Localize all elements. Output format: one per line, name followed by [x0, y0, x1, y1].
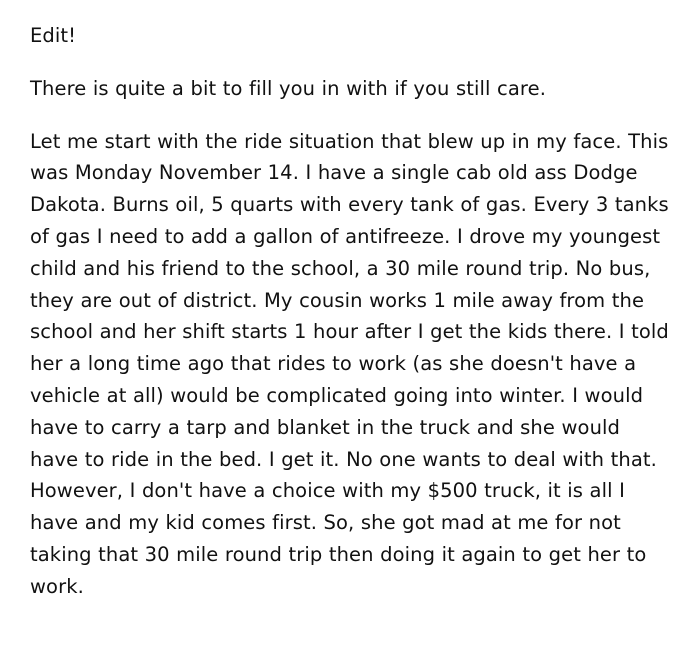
paragraph-ride-situation: Let me start with the ride situation that blew up in my face. This was Monday November 14. I have a single cab old ass Dodge Dakota. Burns oil, 5 quarts with every tank of gas. Every 3 tanks of gas I need to add a gallon of antifreeze. I drove my youngest child and his friend to the school, a 30 mile round trip. No bus, they are out of district. My cousin works 1 mile away from the school and her shift starts 1 hour after I get the kids there. I told her a long time ago that rides to work (as she doesn't have a vehicle at all) would be complicated going into winter. I would have to carry a tarp and blanket in the truck and she would have to ride in the bed. I get it. No one wants to deal with that. However, I don't have a choice with my $500 truck, it is all I have and my kid comes first. So, she got mad at me for not taking that 30 mile round trip then doing it again to get her to work.	[30, 129, 676, 598]
paragraph-intro: There is quite a bit to fill you in with if you still care.	[30, 76, 546, 100]
paragraph-edit-heading: Edit!	[30, 24, 77, 47]
